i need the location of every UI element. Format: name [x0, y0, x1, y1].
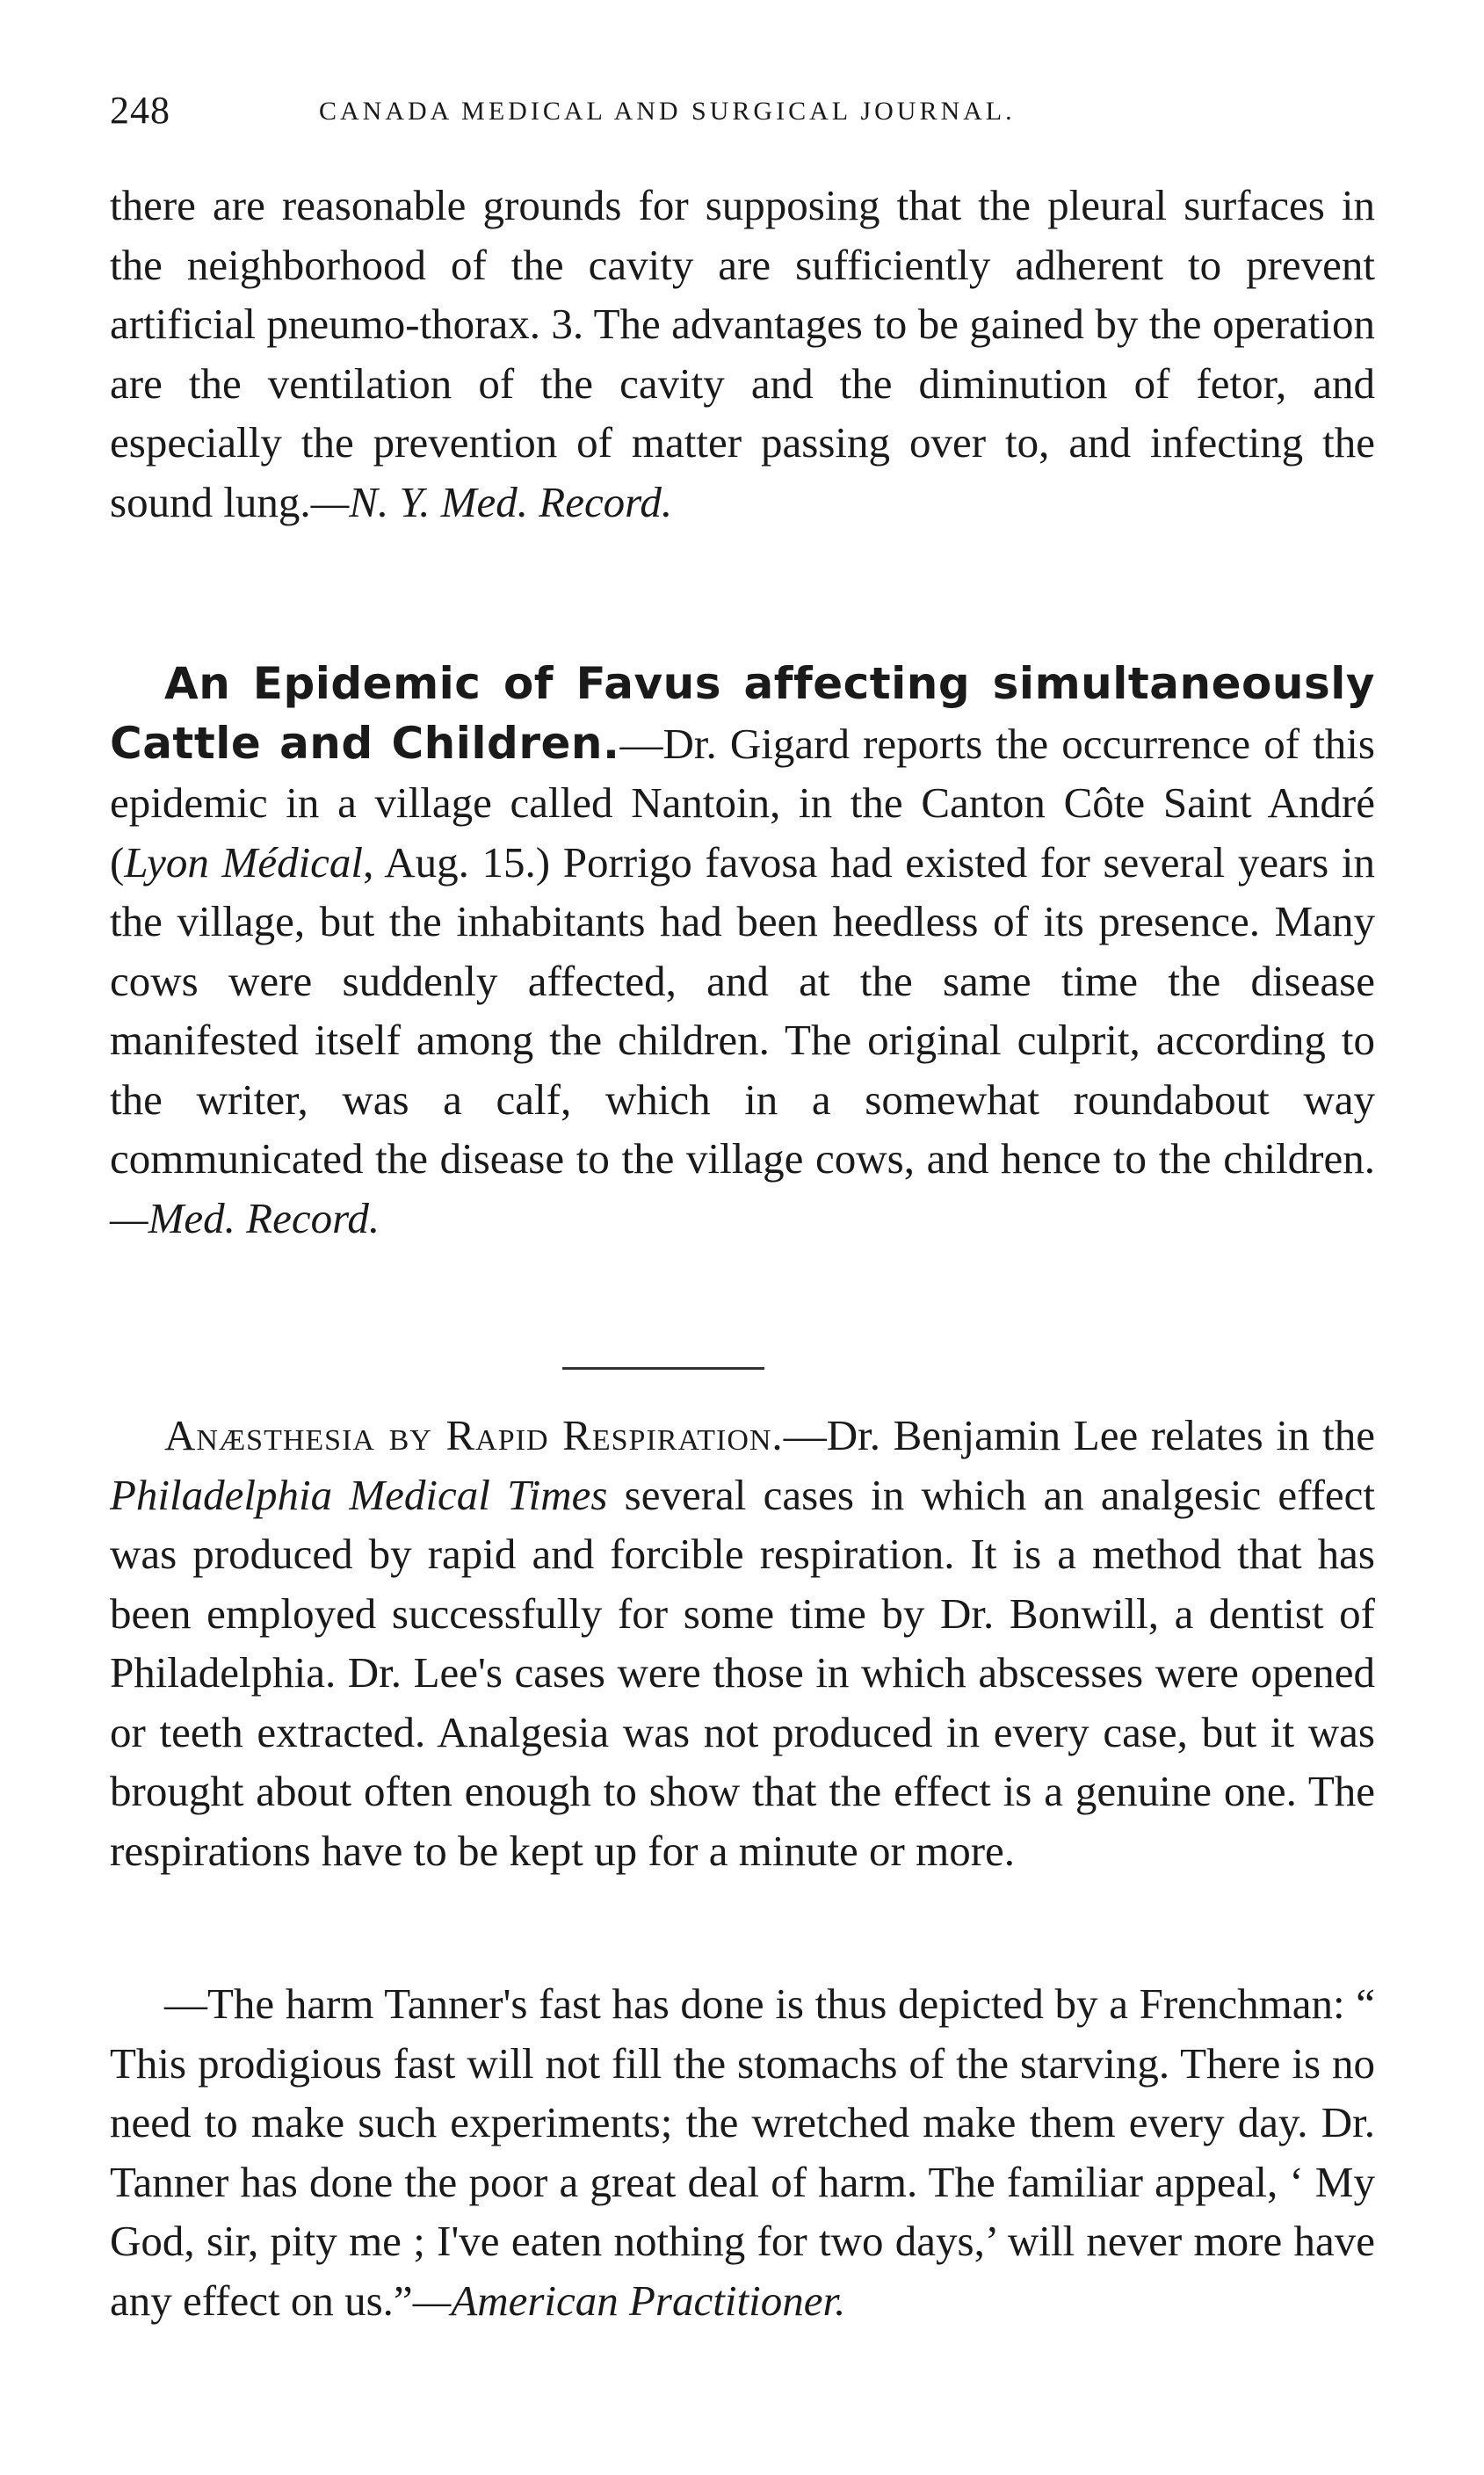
article-text: , Aug. 15.) Porrigo favosa had existed for several years in the village, but the inhabitants had been heedless of its presence. Many cows were suddenly affected, and at the same time the disease manifested itself among the children. The original culprit, according to the writer, was a calf, which in a somewhat roundabout way communicated the disease to the village cows, and hence to the children.	[110, 837, 1375, 1183]
source-citation: —Med. Record.	[110, 1193, 380, 1242]
running-head: CANADA MEDICAL AND SURGICAL JOURNAL.	[319, 97, 1016, 126]
continued-paragraph	[110, 176, 1375, 532]
article-text: —The harm Tanner's fast has done is thus depicted by a Frenchman: “ This prodigious fast will not fill the stomachs of the starving. There is no need to make such experiments; the wretched make them every day. Dr. Tanner has done the poor a great deal of harm. The familiar appeal, ‘ My God, sir, pity me ; I've eaten nothing for two days,’ will never more have any effect on us.”	[110, 1979, 1375, 2325]
article-text: —Dr. Gigard reports the occurrence of this epidemic in a village called Nantoin, in the Canton Côte Saint André (	[110, 719, 1375, 887]
journal-name: Lyon Médical	[124, 837, 364, 887]
article-text: —Dr. Benjamin Lee relates in the	[783, 1411, 1375, 1459]
article-tanner	[110, 1974, 1375, 2330]
article-heading: Anæsthesia by Rapid Respiration.	[164, 1411, 784, 1459]
page-header	[110, 88, 1375, 141]
article-heading: An Epidemic of Favus affecting simultaneously Cattle and Children.	[110, 658, 1375, 769]
article-anaesthesia	[110, 1406, 1375, 1880]
paragraph-text: there are reasonable grounds for supposing that the pleural surfaces in the neighborhood of the cavity are sufficiently adherent to prevent artificial pneumo-thorax. 3. The advantages to be gained by the operation are the ventilation of the cavity and the diminution of fetor, and especially the prevention of matter passing over to, and infecting the sound lung.	[110, 181, 1375, 526]
page-number: 248	[110, 89, 170, 132]
article-favus	[110, 655, 1375, 1248]
section-divider	[562, 1367, 764, 1370]
article-text: several cases in which an analgesic effect was produced by rapid and forcible respiration. It is a method that has been employed successfully for some time by Dr. Bonwill, a dentist of Philadelphia. Dr. Lee's cases were those in which abscesses were opened or teeth extracted. Analgesia was not produced in every case, but it was brought about often enough to show that the effect is a genuine one. The respirations have to be kept up for a minute or more.	[110, 1470, 1376, 1875]
source-citation: —American Practitioner.	[412, 2276, 846, 2325]
source-citation: —N. Y. Med. Record.	[310, 477, 673, 526]
journal-name: Philadelphia Medical Times	[110, 1470, 608, 1519]
